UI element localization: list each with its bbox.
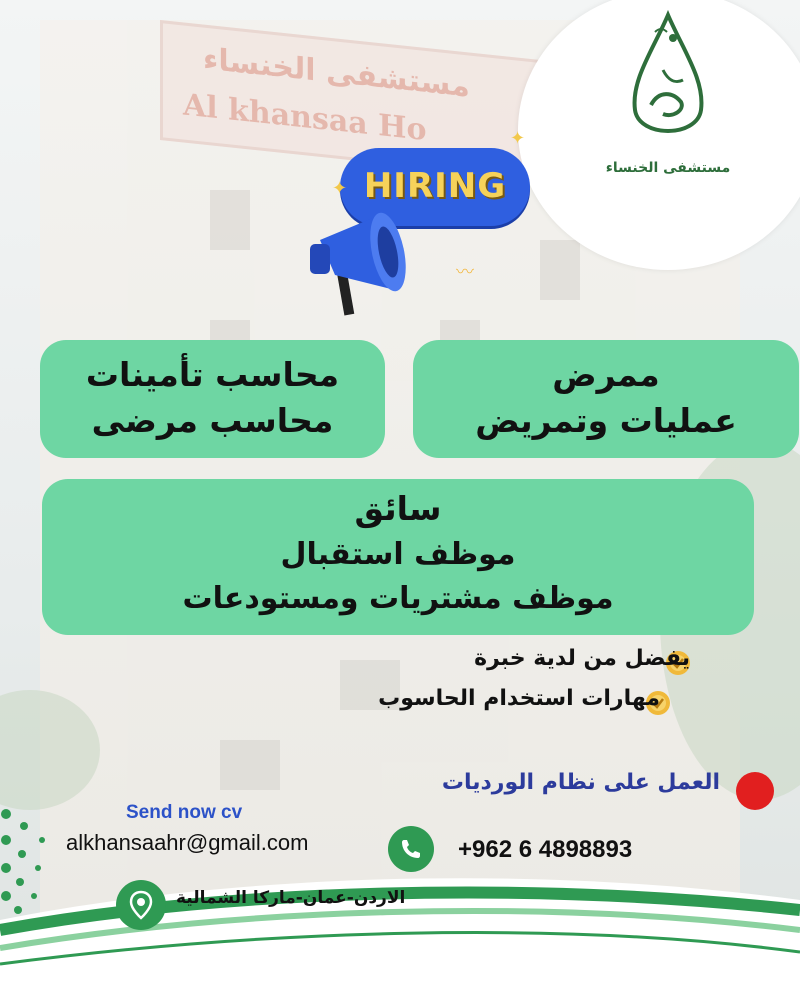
hiring-label: HIRING xyxy=(363,166,507,206)
send-cv-label: Send now cv xyxy=(126,802,243,823)
job-card-staff xyxy=(42,479,754,635)
job-card-accountants xyxy=(40,340,385,458)
red-dot-icon xyxy=(736,772,774,810)
sparkle-icon: 〰 xyxy=(456,262,474,283)
job-title: ممرض xyxy=(552,355,660,394)
location-pin-icon xyxy=(116,880,166,930)
job-card-nursing xyxy=(413,340,799,458)
job-title: موظف استقبال xyxy=(280,537,516,572)
green-wave-decoration xyxy=(0,860,800,1000)
megaphone-icon xyxy=(300,200,440,320)
address-text: الاردن-عمان-ماركا الشمالية xyxy=(176,888,406,908)
job-title: محاسب مرضى xyxy=(91,401,334,440)
email-link[interactable]: alkhansaahr@gmail.com xyxy=(66,830,309,855)
sparkle-icon: ✦ xyxy=(332,178,348,199)
requirement-computer-skills: مهارات استخدام الحاسوب xyxy=(378,686,660,711)
shift-note: العمل على نظام الورديات xyxy=(441,770,720,795)
job-title: محاسب تأمينات xyxy=(85,355,340,394)
job-title: عمليات وتمريض xyxy=(475,401,737,440)
job-title: سائق xyxy=(354,489,442,528)
sparkle-icon: ✦ xyxy=(510,128,526,149)
hospital-name: مستشفى الخنساء xyxy=(605,160,731,176)
phone-number[interactable]: +962 6 4898893 xyxy=(458,836,633,863)
calligraphy-drop-logo-icon xyxy=(623,10,713,150)
job-title: موظف مشتريات ومستودعات xyxy=(182,581,614,616)
requirement-experience: يفضل من لدية خبرة xyxy=(474,646,690,671)
building-image: مستشفى الخنساء Al khansaa Ho xyxy=(40,20,740,920)
